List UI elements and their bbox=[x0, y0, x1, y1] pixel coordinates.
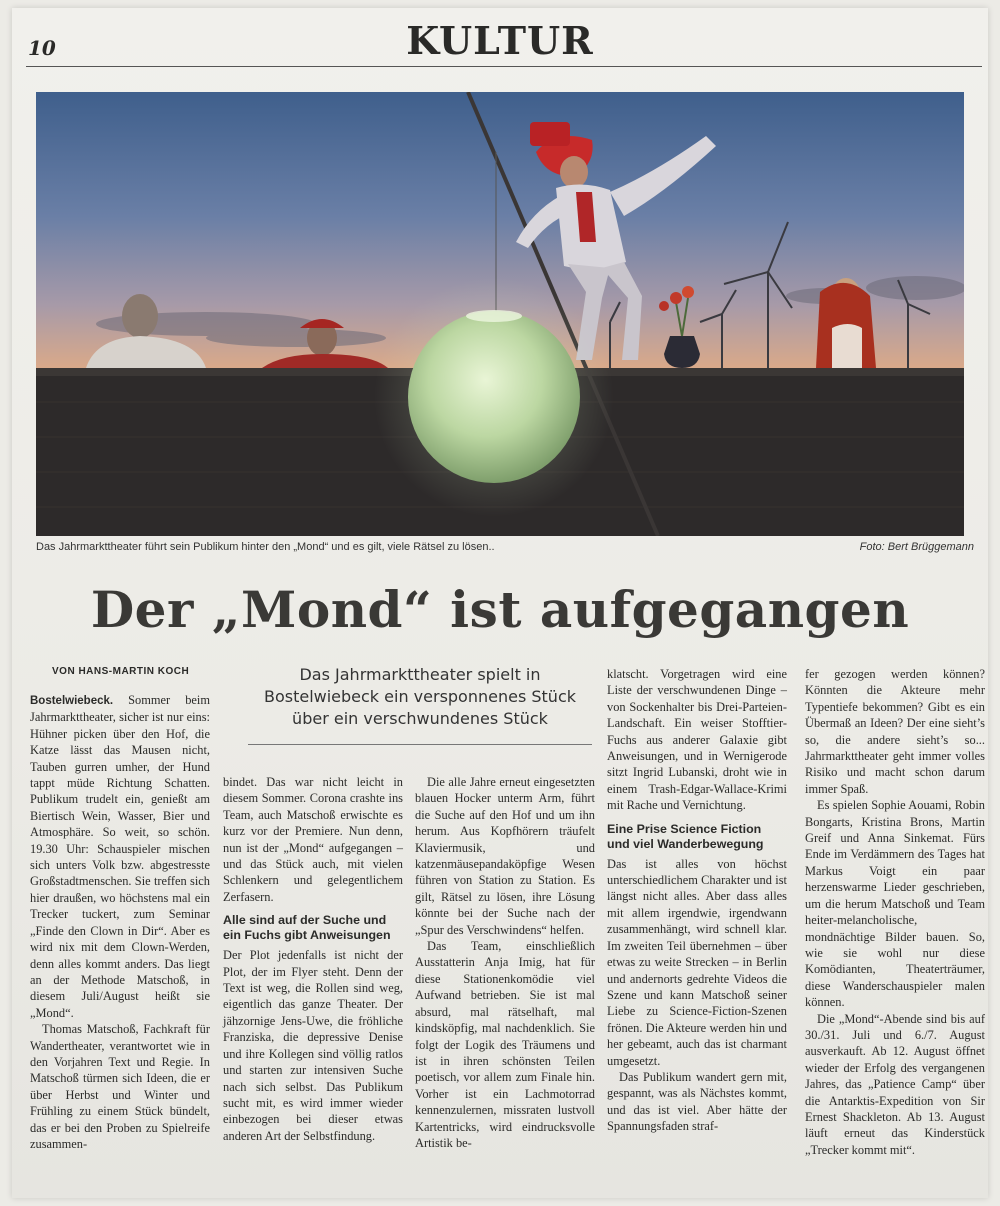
article-paragraph bbox=[805, 666, 985, 797]
paragraph-text: Das Publikum wandert gern mit, gespannt, was als Nächstes kommt, und das ist viel. Aber hätte der Spannungsfaden straf- bbox=[607, 1069, 787, 1134]
article-byline: VON HANS-MARTIN KOCH bbox=[52, 666, 190, 677]
paragraph-text: Die „Mond“-Abende sind bis auf 30./31. Juli und 6./7. August ausverkauft. Ab 12. August öffnet wieder der Erfolg des vergangenen Jahres, das „Patience Camp“ über die Antarktis-Expedition von Sir Ernest Shackleton. Ab 13. August läuft erneut das Kinderstück „Trecker kommt mit“. bbox=[805, 1011, 985, 1157]
paragraph-text: Der Plot jedenfalls ist nicht der Plot, der im Flyer steht. Denn der Text ist weg, die Rollen sind weg, eigentlich das ganze Theater. Der jähzornige Jens-Uwe, die fröhliche Franziska, die depressive Denise und ihre Kollegen sind völlig ratlos und starten zur intensiven Suche nach sich selbst. Das Publikum sucht mit, es wird immer wieder einbezogen bei dieser etwas anderen Art der Selbstfindung. bbox=[223, 948, 403, 1143]
article-photo bbox=[36, 92, 964, 536]
subhead-line: Bostelwiebeck ein versponnenes Stück bbox=[263, 687, 577, 706]
paragraph-text: bindet. Das war nicht leicht in diesem Sommer. Corona crashte ins Team, auch Matschoß erwischte es kurz vor der Premiere. Nun denn, nun ist der „Mond“ aufgegangen – und das Stück auch, mit vielen Schlenkern und gelegentlichem Zerfasern. bbox=[223, 775, 403, 904]
subhead-rule bbox=[248, 744, 592, 745]
article-column-1 bbox=[30, 692, 210, 1152]
header-rule bbox=[26, 66, 982, 67]
section-heading: Alle sind auf der Suche und ein Fuchs gibt Anweisungen bbox=[223, 913, 391, 943]
paragraph-text: Sommer beim Jahrmarkttheater, sicher ist nur eins: Hühner picken über den Hof, die Katze lässt das Mausen nicht, Tauben gurren umher, der Hund tappt müde Richtung Schatten. Publikum trudelt ein, genießt am Biertisch Wein, Wasser, Bier und Atmosphäre. So weit, so schön. 19.30 Uhr: Schauspieler mischen sich unters Volk bzw. abgestresste Großstadtmenschen. Sie treffen sich hier draußen, wo höchstens mal ein Trecker tuckert, zum Seminar „Finde den Clown in Dir“. Aber es wird nix mit dem Clown-Werden, denn alles kommt anders. Das liegt an der Methode Matschoß, in diesem Juli/August heißt sie „Mond“. bbox=[30, 693, 210, 1020]
article-column-3 bbox=[415, 774, 595, 1151]
article-paragraph bbox=[607, 666, 787, 814]
paragraph-text: fer gezogen werden können? Könnten die Akteure mehr Typentiefe bekommen? Gibt es ein Übermaß an Ideen? Der eine sieht’s so, die andere sieht’s so... Jahrmarkttheater geht immer volles Risiko und macht schon darum immer Spaß. bbox=[805, 667, 985, 796]
article-paragraph bbox=[30, 692, 210, 1021]
paragraph-text: Das ist alles von höchst unterschiedlichem Charakter und ist längst nicht alles. Aber dass alles mit allem irgendwie, irgendwann zusammenhängt, wird schnell klar. Im zweiten Teil übernehmen – über etwas zu weite Strecken – in Berlin und andernorts gedrehte Videos die Szene und kann Matschoß seiner Liebe zu Science-Fiction-Szenen frönen. Die Akteure werden hin und her gebeamt, auch das ist charmant umgesetzt. bbox=[607, 856, 787, 1068]
photo-caption: Das Jahrmarkttheater führt sein Publikum hinter den „Mond“ und es gilt, viele Rätsel zu lösen.. bbox=[36, 541, 495, 553]
article-paragraph bbox=[223, 947, 403, 1144]
article-paragraph bbox=[805, 1011, 985, 1159]
article-paragraph bbox=[30, 1021, 210, 1152]
paragraph-text: Es spielen Sophie Aouami, Robin Bongarts, Kristina Brons, Martin Greif und Anna Sinkemat. Fürs Ende im Verdämmern des Tages hat Markus Voigt ein paar herzenswarme Lieder geschrieben, um die herum Matschoß und Team heiter-melancholische, mondnächtige Bilder bauen. So, wie sie wohl nur diese Komödianten, Theaterträumer, diese Wanderschauspieler malen können. bbox=[805, 798, 985, 1010]
vase-with-flowers bbox=[659, 286, 700, 368]
performer-right bbox=[816, 278, 876, 368]
article-paragraph bbox=[607, 856, 787, 1069]
moon-lantern bbox=[408, 311, 580, 483]
article-dateline: Bostelwiebeck. bbox=[30, 695, 114, 707]
theater-scene-illustration bbox=[36, 92, 964, 536]
article-column-2 bbox=[223, 774, 403, 1144]
article-headline: Der „Mond“ ist aufgegangen bbox=[90, 580, 910, 639]
page-number: 10 bbox=[28, 36, 56, 60]
photo-credit: Foto: Bert Brüggemann bbox=[859, 541, 974, 553]
article-paragraph bbox=[415, 938, 595, 1151]
subhead-line: Das Jahrmarkttheater spielt in bbox=[299, 665, 541, 684]
article-paragraph bbox=[805, 797, 985, 1010]
article-column-5 bbox=[805, 666, 985, 1158]
article-subhead bbox=[238, 664, 602, 730]
subhead-line: über ein verschwundenes Stück bbox=[292, 709, 548, 728]
paragraph-text: Das Team, einschließlich Ausstatterin Anja Imig, hat für diese Stationenkomödie viel Aufwand betrieben. Sie ist mal absurd, mal rätselhaft, mal kindsköpfig, mal nachdenklich. Sie folgt der Logik des Träumens und ist in ihren schönsten Teilen poetisch, vor allem zum Finale hin. Vorher ist ein Lachmotorrad kennenzulernen, missraten lustvoll Kartentricks, wird eindrucksvolle Artistik be- bbox=[415, 939, 595, 1150]
article-paragraph bbox=[415, 774, 595, 938]
paragraph-text: Thomas Matschoß, Fachkraft für Wandertheater, verantwortet wie in den Vorjahren Text und Regie. In Matschoß türmen sich Ideen, die er über Herbst und Winter und Frühling zu einem Stück bündelt, das er bei den Proben zu Spielreife zusammen- bbox=[30, 1022, 210, 1151]
article-column-4 bbox=[607, 666, 787, 1135]
paragraph-text: Die alle Jahre erneut eingesetzten blauen Hocker unterm Arm, führt die Suche auf den Hof und um ihn herum. Aus Kopfhörern träufelt Klaviermusik, und katzenmäusepandaköpfige Wesen führen von Station zu Station. Es gilt, Rätsel zu lösen, ihre Lösung könnte bei der Suche nach der „Spur des Verschwindens“ helfen. bbox=[415, 775, 595, 937]
article-paragraph bbox=[223, 774, 403, 905]
article-paragraph bbox=[607, 1069, 787, 1135]
paragraph-text: klatscht. Vorgetragen wird eine Liste der verschwundenen Dinge – von Sockenhalter bis Drei-Parteien-Landschaft. Ein weiser Stofftier-Fuchs aus anderer Galaxie gibt Anweisungen, und in Wernigerode sitzt Ingrid Lubanski, droht wie in einem Trash-Edgar-Wallace-Krimi mit Rache und Vernichtung. bbox=[607, 667, 787, 813]
section-heading: Eine Prise Science Fiction und viel Wanderbewegung bbox=[607, 821, 764, 851]
section-title: KULTUR bbox=[406, 18, 594, 63]
